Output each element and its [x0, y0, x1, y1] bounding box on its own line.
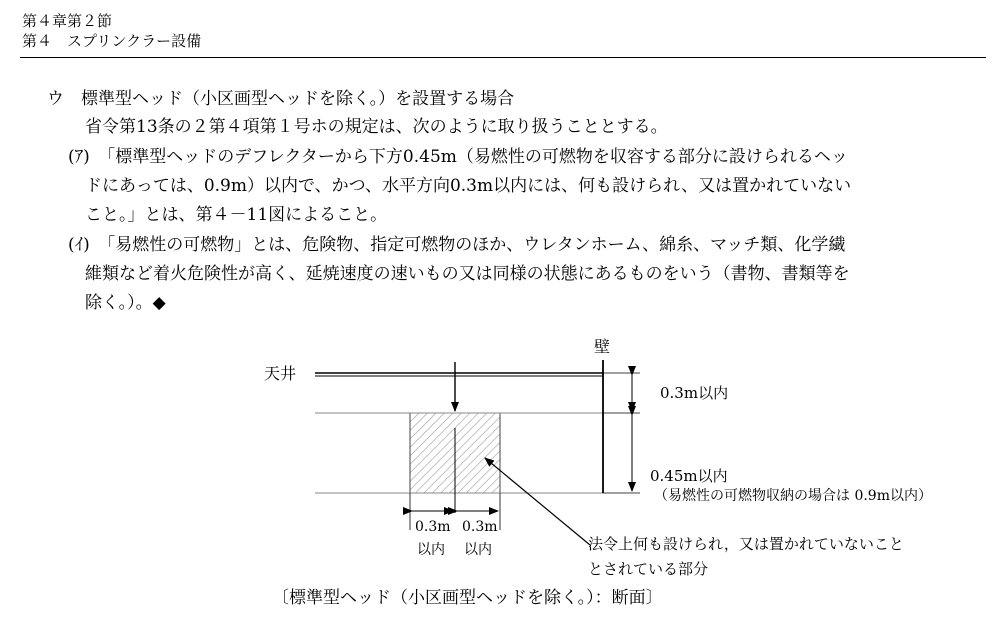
- h-left-label-2: 以内: [417, 542, 445, 558]
- note-line-2: とされている部分: [588, 560, 709, 578]
- item-a-line1: (ｱ) 「標準型ヘッドのデフレクターから下方0.45m（易燃性の可燃物を収容する部分に設けられるヘッ: [68, 147, 848, 167]
- item-b-line1: (ｲ) 「易燃性の可燃物」とは、危険物、指定可燃物のほか、ウレタンホーム、綿糸、マッチ類、化学繊: [68, 235, 846, 255]
- section-heading: 第４ スプリンクラー設備: [22, 32, 202, 50]
- dim-bottom-note: （易燃性の可燃物収納の場合は 0.9m以内）: [654, 488, 932, 504]
- item-a-line3: こと。」とは、第４－11図によること。: [85, 205, 388, 225]
- item-b-line3: 除く。）。◆: [85, 293, 166, 313]
- wall-label: 壁: [594, 337, 611, 356]
- dim-top-label: 0.3m以内: [660, 384, 729, 402]
- figure-caption: 〔標準型ヘッド（小区画型ヘッドを除く。）：断面〕: [272, 588, 663, 608]
- note-line-1: 法令上何も設けられ，又は置かれていないこと: [588, 535, 904, 553]
- item-u-intro: 省令第13条の２第４項第１号ホの規定は、次のように取り扱うこととする。: [85, 117, 668, 137]
- h-right-label-2: 以内: [464, 542, 492, 558]
- h-right-label-1: 0.3m: [462, 519, 498, 535]
- item-a-line2: ドにあっては、0.9m）以内で、かつ、水平方向0.3m以内には、何も設けられ、又は置かれていない: [85, 176, 852, 196]
- h-left-label-1: 0.3m: [415, 519, 451, 535]
- note-leader-arrow: [485, 458, 590, 545]
- chapter-heading: 第４章第２節: [22, 12, 113, 30]
- dim-bottom-label: 0.45m以内: [650, 467, 728, 485]
- item-u-heading: ウ 標準型ヘッド（小区画型ヘッドを除く。）を設置する場合: [47, 89, 515, 109]
- item-b-line2: 維類など着火危険性が高く、延焼速度の速いもの又は同様の状態にあるものをいう（書物、書類等を: [85, 264, 850, 284]
- ceiling-label: 天井: [264, 364, 297, 383]
